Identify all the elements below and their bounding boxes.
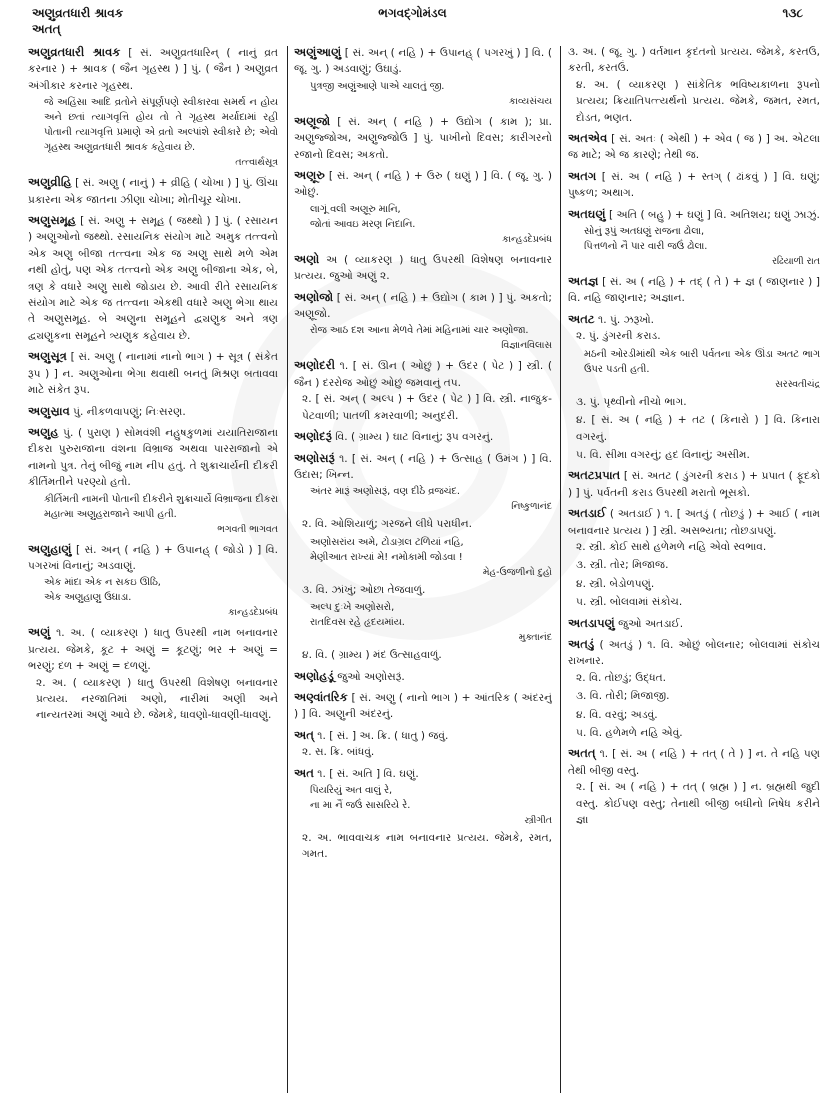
definition: [ સં. અ ( નહિ ) + સ્તગ્ ( ઢાંકવું ) ] વિ. ઘણું; પુષ્કળ; અથાગ. <box>568 170 820 200</box>
definition: પું. ( પુરાણ ) સોમવંશી નહુષકુળમાં યયાતિરાજાના દીકરા પુરુરાજાના વંશના વિભ્રાજ અથવા પારરાજાનો એ નામનો પુત્ર. તેનું બીજું નામ નીપ હતું. તે શુક્રાચાર્યની દીકરી કીર્તિમતીને પરણ્યો હતો. <box>28 426 278 489</box>
citation-source: કાવ્યસંચય <box>509 95 552 107</box>
citation-quote: પુત્રજી અણુંઆણે પાએ ચાલતું જી. <box>310 80 445 92</box>
definition: [ સં. અન્ ( નહિ ) + ઉરુ ( ઘણું ) ] વિ. ( જૂ. ગુ. ) ઓછું. <box>294 170 552 199</box>
dictionary-entry <box>568 273 820 307</box>
dictionary-entry <box>568 615 820 632</box>
dictionary-entry <box>568 636 820 741</box>
sense-2: ૨. [ સં. અ ( નહિ ) + તત્ ( બ્રહ્મ ) ] ન. બ્રહ્મથી જુદી વસ્તુ. કોઈપણ વસ્તુ; તેનાથી બીજી બધીનો નિષેધ કરીને જ્ઞા <box>576 781 820 827</box>
sense-5: ૫. સ્ત્રી. બોલવામાં સંકોચ. <box>576 596 683 609</box>
dictionary-entry <box>28 541 278 621</box>
citation-source: નિષ્કુળાનંદ <box>511 501 552 513</box>
sense-4: ૪. સ્ત્રી. બેડોળપણું. <box>576 577 655 590</box>
headword: અણ્વાંતરિક <box>294 689 348 704</box>
sense-4: ૪. વિ. ( ગ્રામ્ય ) મંદ ઉત્સાહવાળું. <box>302 649 442 662</box>
citation-quote: રોજ આઠ દશ આના મેળવે તેમાં મહિનામાં ચાર અણોજા. <box>310 325 529 337</box>
citation-source: કાન્હડદેપ્રબંધ <box>502 233 552 245</box>
headword: અણૂજો <box>294 113 331 128</box>
definition: [ સં. અતઃ ( એથી ) + એવ ( જ ) ] અ. એટલા જ માટે; એ જ કારણે; તેથી જ. <box>568 133 820 162</box>
citation-quote: અલ્પ દુઃખે અણોસરો, રાતદિવસ રહે હૃદયમાંય. <box>310 602 405 629</box>
citation-quote: એક માંદા એક ન સકઇ ઊઠિ, એક અણુહાણુ ઉઘાડા. <box>44 577 161 604</box>
sense-2: ૨. અ. ભાવવાચક નામ બનાવનાર પ્રત્યય. જેમકે, રમત, ગમત. <box>302 831 552 861</box>
headword: અતત્ <box>568 746 596 761</box>
column-1 <box>28 44 278 1091</box>
definition: ૧. પું. ઝરૂખો. <box>598 313 655 326</box>
dictionary-entry <box>28 403 278 420</box>
dictionary-entry <box>568 130 820 164</box>
column-3 <box>568 44 820 1091</box>
citation-quote: પિયરિયું અત વાલું રે, ના મા નૈં જઉં સાસરિયે રે. <box>310 784 411 811</box>
dictionary-entry <box>294 289 552 354</box>
dictionary-entry <box>28 44 278 170</box>
headword: અણો <box>294 251 320 266</box>
page-number: ૧૩૮ <box>782 6 803 20</box>
sense-2: ૨. વિ. ઓશિયાળું; ગરજને લીધે પરાધીન. <box>302 518 473 531</box>
headword: અણું <box>28 625 51 640</box>
sense-2: ૨. સ. ક્રિ. બાંધવું. <box>302 746 375 759</box>
definition: [ સં. અન્ ( નહિ ) + ઉદ્યોગ ( કામ ) ] પું. અકતો; અણૂજો. <box>294 291 552 321</box>
headword: અતટ <box>568 311 595 326</box>
citation-quote: મઠની ઓરડીમાંથી એક બારી પર્વતના એક ઊંડા અતટ ભાગ ઉપર પડતી હતી. <box>584 348 820 375</box>
citation-source: વિજ્ઞાનવિલાસ <box>501 340 552 352</box>
headword: અણુસમૂહ <box>28 213 77 228</box>
definition: અ ( વ્યાકરણ ) ધાતુ ઉપરથી વિશેષણ બનાવનાર પ્રત્યય. જુઓ અણું ૨. <box>294 253 552 283</box>
headword: અતઘણું <box>568 206 606 221</box>
definition: [ સં. અન્ ( નહિ ) + ઉપાનહ્ ( જોડો ) ] વિ. પગરખાં વિનાનું; અડવાણું. <box>28 543 278 572</box>
dictionary-entry <box>568 311 820 463</box>
sense-4: ૪. [ સં. અ ( નહિ ) + તટ ( કિનારો ) ] વિ. કિનારા વગરનું. <box>576 414 820 443</box>
dictionary-entry <box>294 727 552 761</box>
definition: [ સં. અતટ ( ડુંગરની કરાડ ) + પ્રપાત ( ફૂદકો ) ] પું. પર્વતની કરાડ ઉપરથી મરાતો ભૂસકો. <box>568 470 820 499</box>
sense-2: ૨. વિ. તોછડું; ઉદ્ધત. <box>576 671 666 684</box>
definition: ( અતડું ) ૧. વિ. ઓછું બોલનાર; બોલવામાં સંકોચ રાખનાર. <box>568 638 820 668</box>
headword: અતડું <box>568 636 595 651</box>
headword: અણોદરી <box>294 358 336 373</box>
headword: અણુવ્રીહિ <box>28 175 72 190</box>
citation-source: તત્ત્વાર્થસૂત્ર <box>235 157 278 169</box>
guide-word-first: અણુવ્રતધારી શ્રાવક <box>32 6 124 20</box>
definition: વિ. ( ગ્રામ્ય ) ઘાટ વિનાનું; રૂપ વગરનું. <box>335 431 494 444</box>
definition: [ સં. અન્ ( નહિ ) + ઉપાનહ્ ( પગરખું ) ] વિ. ( જૂ. ગુ. ) અડવાણું; ઉઘાડું. <box>294 47 552 76</box>
dictionary-entry <box>568 168 820 202</box>
citation-source: ભગવતી ભાગવત <box>217 523 278 535</box>
dictionary-entry <box>28 624 278 723</box>
dictionary-entry <box>28 348 278 398</box>
definition: ૧. [ સં. ] અ. ક્રિ. ( ધાતુ ) જવું. <box>317 729 449 742</box>
headword: અતટપ્રપાત <box>568 468 621 483</box>
sense-2: ૨. પું. ડુંગરની કરાડ. <box>576 330 661 343</box>
definition: [ સં. અણુ + સમૂહ ( જથ્થો ) ] પું. ( રસાયન ) અણુઓનો જથ્થો. રસાયનિક સંયોગ માટે અમુક તત્ત્વનો એક અણુ બીજા તત્ત્વના એક જ અણુ સાથે મળે એમ નથી હોતું, પણ એક તત્ત્વનો એક અણુ બીજાના એક, બે, ત્રણ કે વધારે અણુ સાથે જોડાય છે. આવી રીતે રસાયનિક સંયોગ માટે એક જ તત્ત્વના એકથી વધારે અણુ ભેગા થાય તે અણુસમૂહ. બે અણુના સમૂહને દ્વ્યણુક અને ત્રણ દ્વ્યણુકના સમૂહને ત્ર્યણુક કહેવાય છે. <box>28 215 278 342</box>
definition: ( અતડાઈ ) ૧. [ અતડું ( તોછડું ) + આઈ ( નામ બનાવનાર પ્રત્યય ) ] સ્ત્રી. અસભ્યતા; તોછડાપણું. <box>568 508 820 537</box>
dictionary-entry <box>294 450 552 664</box>
dictionary-entry <box>294 357 552 424</box>
sense-4: ૪. અ. ( વ્યાકરણ ) સાંકેતિક ભવિષ્યકાળના રૂપનો પ્રત્યય; ક્રિયાતિપત્ત્યર્થનો પ્રત્યય. જેમકે, જમત, રમત, દોડત, ભણત. <box>576 78 820 124</box>
definition: ૩. અ. ( જૂ. ગુ. ) વર્તમાન કૃદંતનો પ્રત્યય. જેમકે, કરતઉ, કરતી, કરતઉં. <box>568 46 820 75</box>
headword: અણૂરુ <box>294 168 325 183</box>
sense-3: ૩. વિ. તોરી; મિજાજી. <box>576 690 670 703</box>
definition: [ સં. અણુ ( નાનામાં નાનો ભાગ ) + સૂત્ર ( સંકેત રૂપ ) ] ન. અણુઓના ભેગા થવાથી બનતું મિશ્રણ બતાવવા માટે સંકેત રૂપ. <box>28 351 278 397</box>
definition: ૧. [ સં. અ ( નહિ ) + તત્ ( તે ) ] ન. તે નહિ પણ તેથી બીજી વસ્તુ. <box>568 748 820 777</box>
page-header <box>0 0 825 40</box>
dictionary-entry-continued <box>568 44 820 126</box>
citation-quote: લાગૂં વલી અણૂરુ માનિ, જોતાં આવઇ મરણ નિદાનિ. <box>310 203 416 230</box>
dictionary-entry <box>294 765 552 863</box>
sense-2: ૨. અ. ( વ્યાકરણ ) ધાતુ ઉપરથી વિશેષણ બનાવનાર પ્રત્યય. નરજાતિમાં અણો, નારીમાં અણી અને નાન્યતરમાં અણું આવે છે. જેમકે, ધાવણો-ધાવણી-ધાવણું. <box>36 676 278 722</box>
citation-source: કાન્હડદેપ્રબંધ <box>228 607 278 619</box>
headword: અતજ્ઞ <box>568 274 599 289</box>
column-divider <box>560 46 561 1093</box>
citation-quote: અણોસરાંય અમે, ટોડાગ્રલ ટળિયાં નહિ, મેણીઆત રાખ્યાં મે! નમોકામી જોડવા ! <box>310 536 464 563</box>
headword: અતએવ <box>568 131 608 146</box>
definition: પું. નીકળવાપણું; નિઃસરણ. <box>73 405 186 418</box>
guide-word-last: અતત્ <box>32 22 61 36</box>
definition: [ સં. અણુ ( નાનું ) + વ્રીહિ ( ચોખા ) ] પું. ઊંચા પ્રકારના એક જાતના ઝીણા ચોખા; મોતીચૂર ચોખા. <box>28 177 278 206</box>
headword: અણોસરૂં <box>294 450 335 465</box>
sense-3: ૩. સ્ત્રી. તોર; મિજાજ. <box>576 559 669 572</box>
dictionary-entry <box>28 424 278 537</box>
definition: [ સં. અણુવ્રતધારિન્ ( નાનું વ્રત કરનાર ) + શ્રાવક ( જૈન ગૃહસ્થ ) ] પું. ( જૈન ) અણુવ્રત અંગીકાર કરનાર ગૃહસ્થ. <box>28 47 278 92</box>
citation-quote: સોનું રૂપું અતઘણું રાજના ઢોલા, પિત્તળનો નૈ પાર વારી જઉં ઢોલા. <box>584 226 708 253</box>
dictionary-entry <box>294 44 552 109</box>
definition: [ અતિ ( બહુ ) + ઘણું ] વિ. અતિશય; ઘણું ઝાઝું. <box>608 208 820 221</box>
dictionary-entry <box>294 167 552 247</box>
sense-5: ૫. વિ. હળેમળે નહિ એવું. <box>576 727 683 739</box>
headword: અણુહ <box>28 424 59 439</box>
dictionary-entry <box>28 212 278 344</box>
column-divider <box>287 46 288 1093</box>
citation-source: મુક્તાનંદ <box>518 632 552 644</box>
definition: જુઓ અણોસરૂં. <box>337 670 405 683</box>
headword: અતગ <box>568 168 597 183</box>
headword: અણોહડૂં <box>294 668 334 683</box>
headword: અત <box>294 765 314 780</box>
sense-4: ૪. વિ. વરવું; અડવું. <box>576 708 658 721</box>
definition: ૧. [ સં. અન્ ( નહિ ) + ઉત્સાહ ( ઉમંગ ) ] વિ. ઉદાસ; ખિન્ન. <box>294 452 552 481</box>
sense-3: ૩. પું. પૃથ્વીનો નીચો ભાગ. <box>576 395 687 408</box>
headword: અણુંઆણું <box>294 45 342 59</box>
headword: અણુવ્રતધારી શ્રાવક <box>28 45 121 59</box>
sense-2: ૨. [ સં. અન્ ( અલ્પ ) + ઉદર ( પેટ ) ] વિ. સ્ત્રી. નાજુક-પેટવાળી; પાતળી કમરવાળી; અનુદરી. <box>302 393 552 422</box>
dictionary-entry <box>568 745 820 828</box>
definition: [ સં. અણુ ( નાનો ભાગ ) + આંતરિક ( અંદરનું ) ] વિ. અણુની અંદરનું. <box>294 691 552 721</box>
citation-source: સ્ત્રીગીત <box>524 814 552 826</box>
headword: અણુસ્રાવ <box>28 403 70 418</box>
headword: અણુહાણું <box>28 541 72 556</box>
dictionary-entry <box>568 467 820 501</box>
citation-quote: અંતર મારૂં અણોસરૂં, વણ દીઠે વ્રજચંદ. <box>310 486 461 498</box>
headword: અત્ <box>294 727 314 742</box>
citation-quote: જે અહિંસા આદિ વ્રતોને સંપૂર્ણપણે સ્વીકારવા સમર્થ ન હોય અને છતાં ત્યાગવૃત્તિ હોય તો તે ગૃહસ્થ મર્યાદામાં રહી પોતાની ત્યાગવૃત્તિ પ્રમાણે એ વ્રતો અલ્પાંશે સ્વીકારે છે; એવો ગૃહસ્થ અણુવ્રતધારી શ્રાવક કહેવાય છે. <box>44 97 278 154</box>
dictionary-title: ભગવદ્ગોમંડલ <box>378 6 447 20</box>
citation-quote: કીર્તિમતી નામની પોતાની દીકરીને શુક્રાચાર્યે વિભ્રાજના દીકરા મહાત્મા અણુહરાજાને આપી હતી. <box>44 493 278 520</box>
dictionary-entry <box>294 668 552 685</box>
dictionary-entry <box>568 206 820 269</box>
column-2 <box>294 44 552 1091</box>
dictionary-entry <box>294 689 552 723</box>
definition: ૧. [ સં. અતિ ] વિ. ઘણું. <box>317 767 419 780</box>
dictionary-entry <box>568 505 820 610</box>
dictionary-entry <box>28 174 278 208</box>
headword: અણોદરૂં <box>294 429 332 444</box>
citation-source: સરસ્વતીચંદ્ર <box>775 378 820 390</box>
citation-source: રઢિયાળી રાત <box>772 256 820 268</box>
headword: અતડાઈ <box>568 506 607 521</box>
definition: [ સં. અ ( નહિ ) + તદ્ ( તે ) + જ્ઞ ( જાણનાર ) ] વિ. નહિ જાણનાર; અજ્ઞાન. <box>568 276 820 305</box>
dictionary-entry <box>294 428 552 445</box>
definition: ૧. અ. ( વ્યાકરણ ) ધાતુ ઉપરથી નામ બનાવનાર પ્રત્યય. જેમકે, કૂટ + અણું = કૂટણું; ભર + અણું = ભરણું; દળ + અણું = દળણું. <box>28 627 278 673</box>
dictionary-entry <box>294 251 552 285</box>
sense-2: ૨. સ્ત્રી. કોઈ સાથે હળેમળે નહિ એવો સ્વભાવ. <box>576 540 767 553</box>
headword: અણુસૂત્ર <box>28 349 67 364</box>
dictionary-entry <box>294 113 552 163</box>
sense-3: ૩. વિ. ઝાંખું; ઓછા તેજવાળું. <box>302 583 426 596</box>
sense-5: ૫. વિ. સીમા વગરનું; હદ વિનાનું; અસીમ. <box>576 448 750 461</box>
definition: ૧. [ સં. ઊન ( ઓછું ) + ઉદર ( પેટ ) ] સ્ત્રી. ( જૈન ) દરરોજ ઓછું ઓછું જમવાનું તપ. <box>294 360 552 389</box>
definition: [ સં. અન્ ( નહિ ) + ઉદ્યોગ ( કામ ); પ્રા. અણુજ્જોઅ, અણુજ્જોઉ ] પું. પાખીનો દિવસ; કારીગરનો રજાનો દિવસ; અકતો. <box>294 115 552 161</box>
headword: અણોજો <box>294 289 334 304</box>
citation-source: મેહ-ઉજળીનો દુહો <box>482 566 552 578</box>
headword: અતડાપણું <box>568 615 615 630</box>
definition: જુઓ અતડાઈ. <box>618 617 684 630</box>
